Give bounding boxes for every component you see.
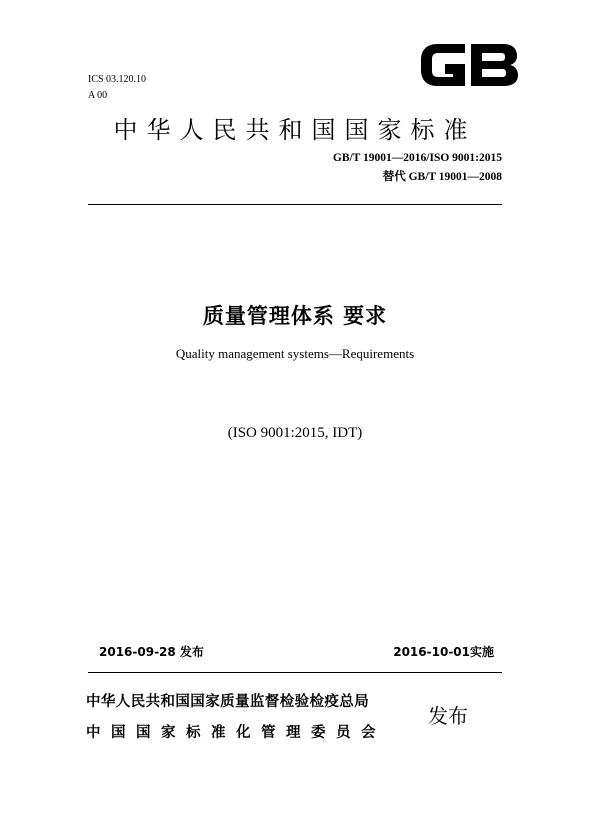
implementation-date: 2016-10-01实施 — [393, 645, 494, 659]
document-title-english: Quality management systems—Requirements — [175, 346, 415, 361]
iso-equivalence: (ISO 9001:2015, IDT) — [227, 425, 363, 441]
publish-label: 发布 — [428, 704, 468, 728]
document-title-chinese: 质量管理体系 要求 — [202, 304, 388, 328]
replaced-standard: 替代 GB/T 19001—2008 — [382, 171, 502, 183]
issuer-aqsiq: 中华人民共和国国家质量监督检验检疫总局 — [86, 694, 370, 710]
classification-code: A 00 — [88, 90, 108, 101]
standard-number: GB/T 19001—2016/ISO 9001:2015 — [332, 152, 502, 164]
issue-date: 2016-09-28 发布 — [99, 645, 204, 659]
issuer-sac: 中国国家标准化管理委员会 — [86, 725, 386, 741]
standard-type-title: 中华人民共和国国家标准 — [113, 116, 477, 144]
footer-divider — [88, 672, 502, 673]
gb-logo — [415, 36, 523, 94]
ics-code: ICS 03.120.10 — [88, 74, 147, 85]
header-divider — [88, 204, 502, 205]
